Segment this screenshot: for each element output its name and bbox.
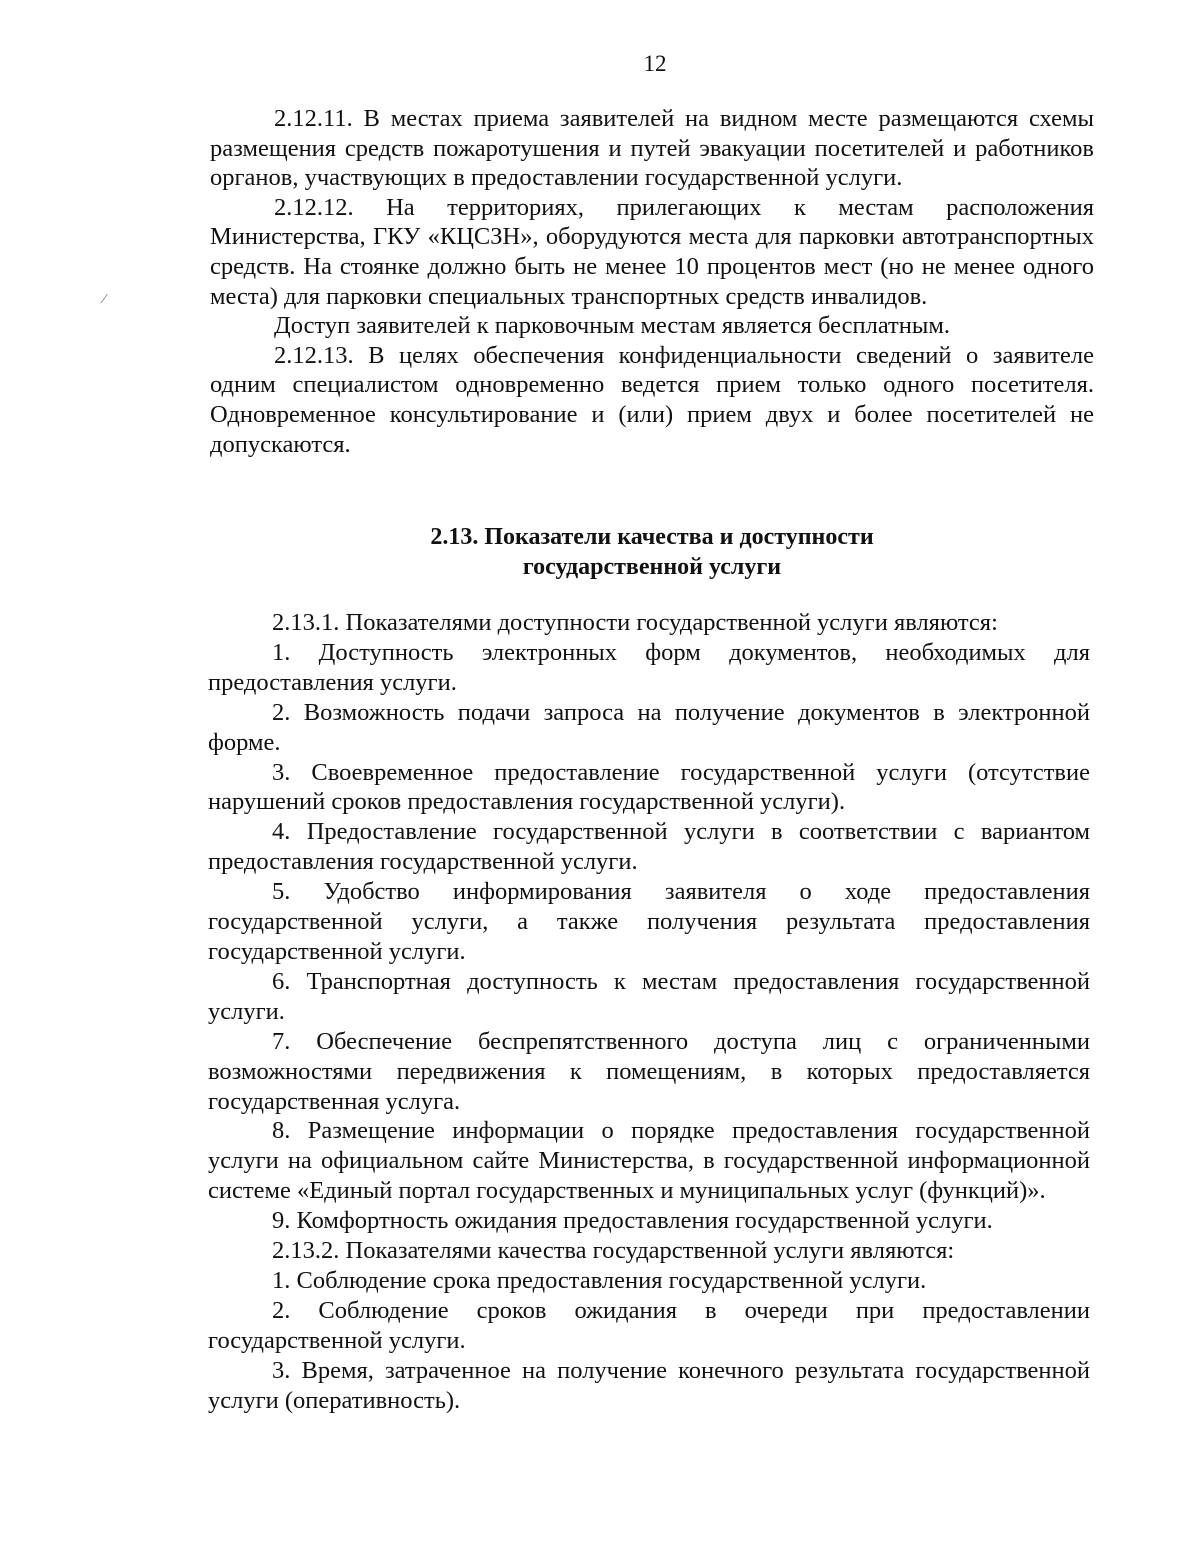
paragraph-2-12-11: 2.12.11. В местах приема заявителей на видном месте размещаются схемы размещения средств пожаротушения и путей эвакуации посетителей и работников органов, участвующих в предоставлении государственной услуги. [210, 105, 1094, 192]
heading-line-1: 2.13. Показатели качества и доступности [430, 524, 874, 550]
list-item: 3. Своевременное предоставление государственной услуги (отсутствие нарушений сроков предоставления государственной услуги). [208, 758, 1090, 816]
paragraph-2-12-13: 2.12.13. В целях обеспечения конфиденциальности сведений о заявителе одним специалистом одновременно ведется прием только одного посетителя. Одновременное консультирование и (или) прием двух и более посетителей не допускаются. [210, 341, 1094, 458]
list-item: 5. Удобство информирования заявителя о ходе предоставления государственной услуги, а также получения результата предоставления государственной услуги. [208, 878, 1090, 965]
list-item: 4. Предоставление государственной услуги в соответствии с вариантом предоставления государственной услуги. [208, 818, 1090, 876]
section-2-12-text [210, 104, 1094, 459]
paragraph-2-12-12: 2.12.12. На территориях, прилегающих к местам расположения Министерства, ГКУ «КЦСЗН», оборудуются места для парковки автотранспортных средств. На стоянке должно быть не менее 10 процентов мест (но не менее одного места) для парковки специальных транспортных средств инвалидов. [210, 193, 1094, 310]
section-heading-2-13 [0, 522, 1200, 582]
list-item: 3. Время, затраченное на получение конечного результата государственной услуги (оперативность). [208, 1356, 1090, 1414]
paragraph-2-13-1: 2.13.1. Показателями доступности государственной услуги являются: [272, 609, 998, 636]
list-item: 8. Размещение информации о порядке предоставления государственной услуги на официальном сайте Министерства, в государственной информационной системе «Единый портал государственных и муниципальных услуг (функций)». [208, 1117, 1090, 1205]
paragraph-2-13-2: 2.13.2. Показателями качества государственной услуги являются: [272, 1237, 955, 1265]
paragraph-parking-access: Доступ заявителей к парковочным местам является бесплатным. [274, 312, 950, 340]
list-item: 2. Соблюдение сроков ожидания в очереди при предоставлении государственной услуги. [208, 1296, 1090, 1354]
list-item: 6. Транспортная доступность к местам предоставления государственной услуги. [208, 967, 1090, 1025]
list-item: 2. Возможность подачи запроса на получение документов в электронной форме. [208, 698, 1090, 756]
page-number: 12 [643, 51, 667, 76]
list-item: 1. Доступность электронных форм документов, необходимых для предоставления услуги. [208, 638, 1090, 696]
list-item: 1. Соблюдение срока предоставления государственной услуги. [272, 1266, 927, 1294]
section-2-13-text [208, 608, 1090, 1415]
heading-line-2: государственной услуги [522, 554, 782, 580]
list-item: 9. Комфортность ожидания предоставления государственной услуги. [272, 1207, 993, 1235]
margin-pen-mark: ⁄ [103, 292, 106, 307]
list-item: 7. Обеспечение беспрепятственного доступа лиц с ограниченными возможностями передвижения к помещениям, в которых предоставляется государственная услуга. [208, 1027, 1090, 1115]
